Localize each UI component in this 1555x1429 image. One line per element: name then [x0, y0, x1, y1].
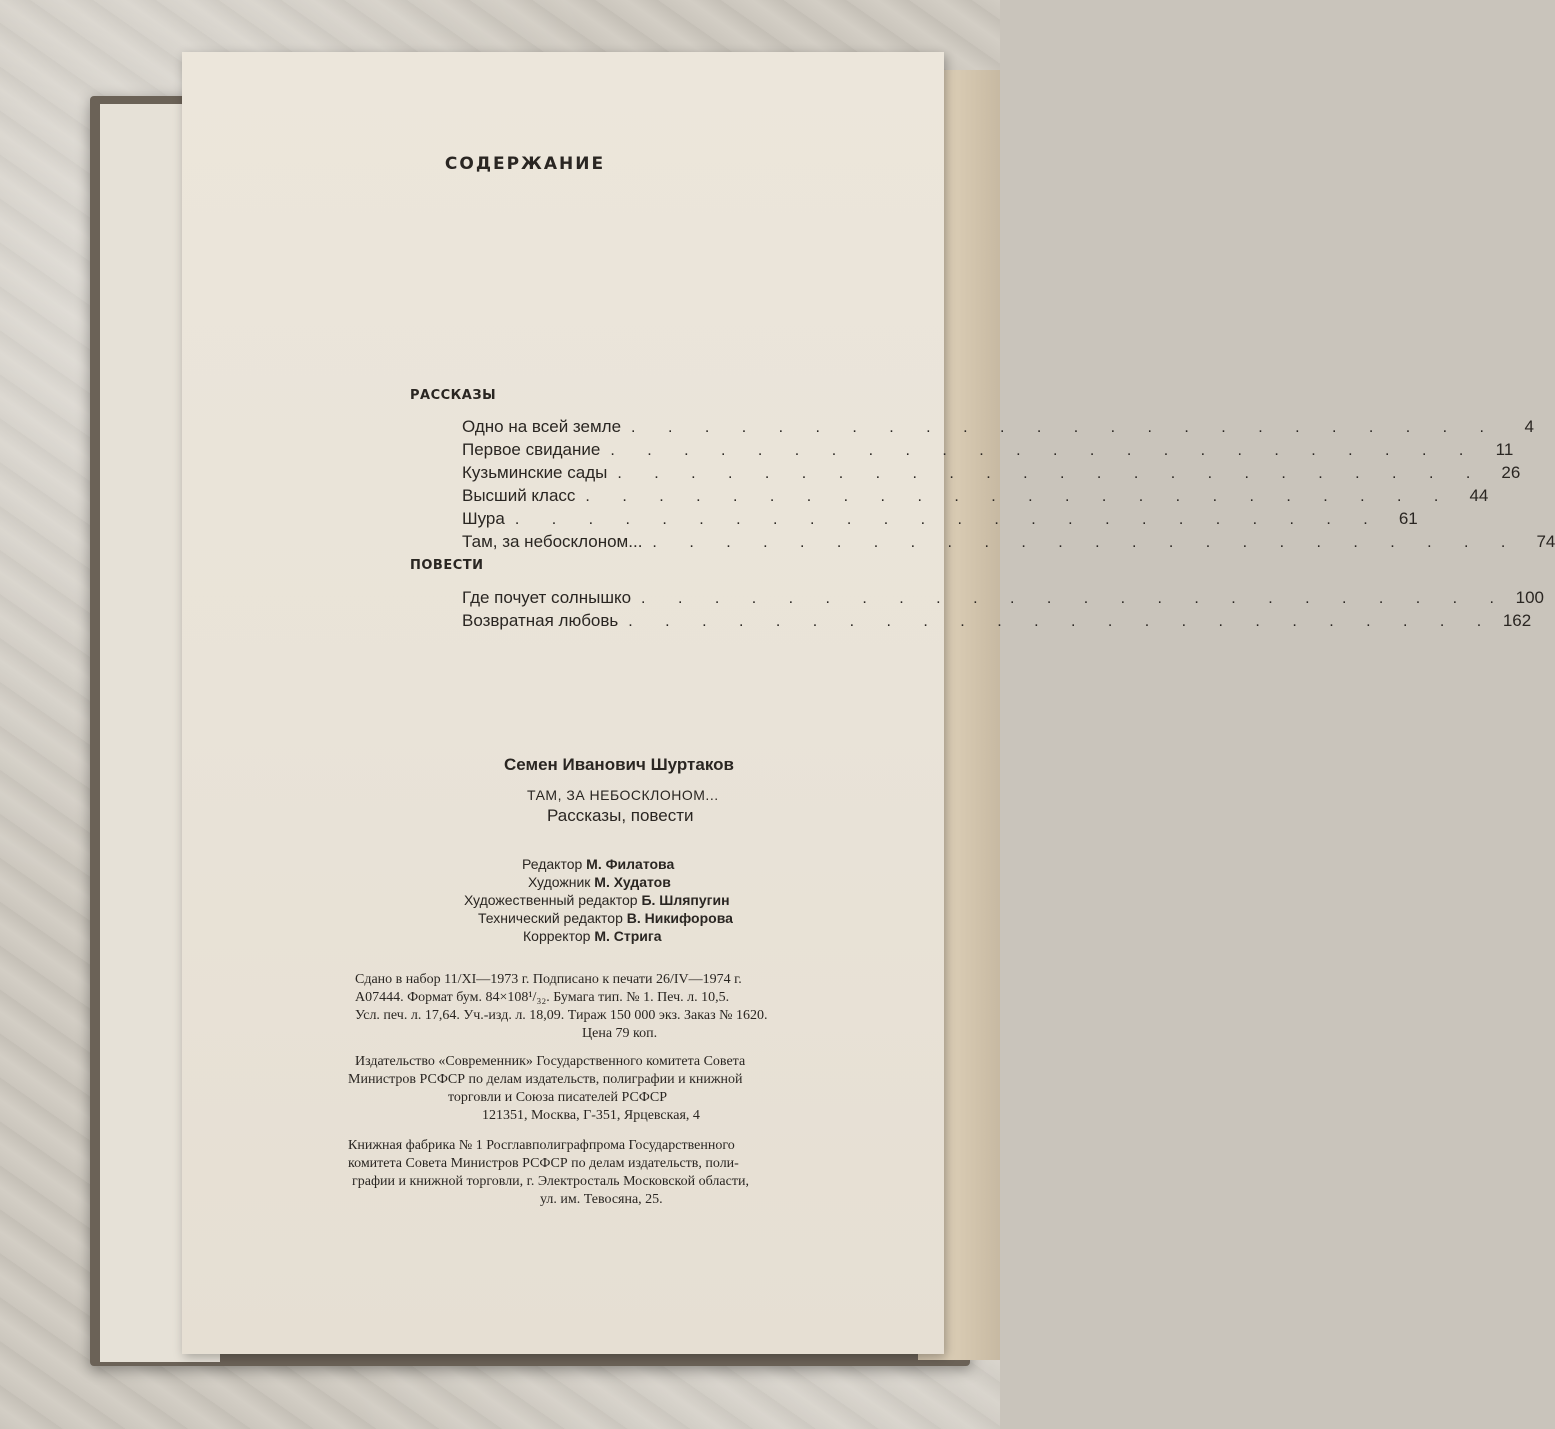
credit-role: Технический редактор: [478, 910, 623, 926]
toc-entry-page: 26: [1501, 463, 1521, 482]
print-details-line: А07444. Формат бум. 84×108¹/₃₂. Бумага тип. № 1. Печ. л. 10,5.: [355, 990, 730, 1005]
book-genre: Рассказы, повести: [547, 806, 694, 825]
publisher-line: торговли и Союза писателей РСФСР: [448, 1090, 667, 1105]
toc-leader-dots: . . . . . . . . . . . . . . . . . . . . . . . .: [641, 590, 1508, 607]
toc-entry-title: Высший класс: [462, 486, 576, 505]
credit-name: В. Никифорова: [626, 910, 733, 926]
toc-leader-dots: . . . . . . . . . . . . . . . . . . . . . . . .: [652, 534, 1520, 551]
printer-line: ул. им. Тевосяна, 25.: [540, 1192, 663, 1207]
print-details-price: Цена 79 коп.: [582, 1026, 658, 1041]
publisher-line: Министров РСФСР по делам издательств, полиграфии и книжной: [348, 1072, 743, 1087]
credit-name: М. Стрига: [594, 928, 662, 944]
toc-leader-dots: . . . . . . . . . . . . . . . . . . . . . . . .: [628, 613, 1496, 630]
credit-line: [464, 892, 730, 908]
toc-entry: [462, 611, 1532, 635]
toc-entry-page: 74: [1536, 532, 1555, 551]
print-details-line: Сдано в набор 11/XI—1973 г. Подписано к печати 26/IV—1974 г.: [355, 972, 742, 987]
toc-leader-dots: . . . . . . . . . . . . . . . . . . . . . . . .: [631, 419, 1498, 436]
credit-line: [522, 856, 674, 872]
print-details-line: Усл. печ. л. 17,64. Уч.-изд. л. 18,09. Тираж 150 000 экз. Заказ № 1620.: [355, 1008, 768, 1023]
toc-entry-page: 162: [1502, 611, 1532, 630]
toc-leader-dots: . . . . . . . . . . . . . . . . . . . . . . . .: [617, 465, 1485, 482]
credit-name: М. Худатов: [594, 874, 671, 890]
section-heading-stories: РАССКАЗЫ: [410, 388, 497, 403]
contents-page: [182, 52, 1555, 1354]
toc-entry-title: Одно на всей земле: [462, 417, 622, 436]
toc-entry-page: 44: [1469, 486, 1489, 505]
credit-line: [523, 928, 662, 944]
credit-role: Художественный редактор: [464, 892, 638, 908]
credit-name: Б. Шляпугин: [641, 892, 730, 908]
toc-entry: [462, 440, 1514, 464]
toc-entry: [462, 588, 1544, 612]
section-heading-novellas: ПОВЕСТИ: [410, 558, 484, 573]
toc-entry-title: Где почует солнышко: [462, 588, 632, 607]
toc-leader-dots: . . . . . . . . . . . . . . . . . . . . . . . .: [585, 488, 1453, 505]
credit-role: Корректор: [523, 928, 591, 944]
toc-entry-page: 4: [1524, 417, 1534, 436]
author-name: Семен Иванович Шуртаков: [504, 755, 734, 774]
toc-leader-dots: . . . . . . . . . . . . . . . . . . . . . . . .: [514, 511, 1382, 528]
toc-entry-title: Там, за небосклоном...: [462, 532, 643, 551]
toc-entry: [462, 532, 1555, 556]
credit-line: [528, 874, 671, 890]
toc-entry-title: Первое свидание: [462, 440, 601, 459]
toc-entry: [462, 463, 1521, 487]
toc-entry: [462, 509, 1418, 533]
credit-role: Художник: [528, 874, 591, 890]
publisher-line: Издательство «Современник» Государственного комитета Совета: [355, 1054, 746, 1069]
toc-entry-page: 61: [1398, 509, 1418, 528]
toc-leader-dots: . . . . . . . . . . . . . . . . . . . . . . . .: [610, 442, 1478, 459]
credit-line: [478, 910, 733, 926]
credit-name: М. Филатова: [586, 856, 675, 872]
toc-entry-page: 11: [1495, 440, 1514, 459]
toc-entry: [462, 417, 1534, 441]
book-title: ТАМ, ЗА НЕБОСКЛОНОМ...: [527, 787, 719, 803]
printer-line: комитета Совета Министров РСФСР по делам издательств, поли-: [348, 1156, 739, 1171]
printer-line: графии и книжной торговли, г. Электросталь Московской области,: [352, 1174, 749, 1189]
publisher-address: 121351, Москва, Г-351, Ярцевская, 4: [482, 1108, 700, 1123]
toc-entry-title: Возвратная любовь: [462, 611, 619, 630]
printer-line: Книжная фабрика № 1 Росглавполиграфпрома Государственного: [348, 1138, 735, 1153]
toc-entry-title: Шура: [462, 509, 505, 528]
credit-role: Редактор: [522, 856, 583, 872]
toc-entry: [462, 486, 1489, 510]
toc-entry-page: 100: [1515, 588, 1544, 607]
toc-entry-title: Кузьминские сады: [462, 463, 608, 482]
toc-title: СОДЕРЖАНИЕ: [444, 154, 606, 174]
